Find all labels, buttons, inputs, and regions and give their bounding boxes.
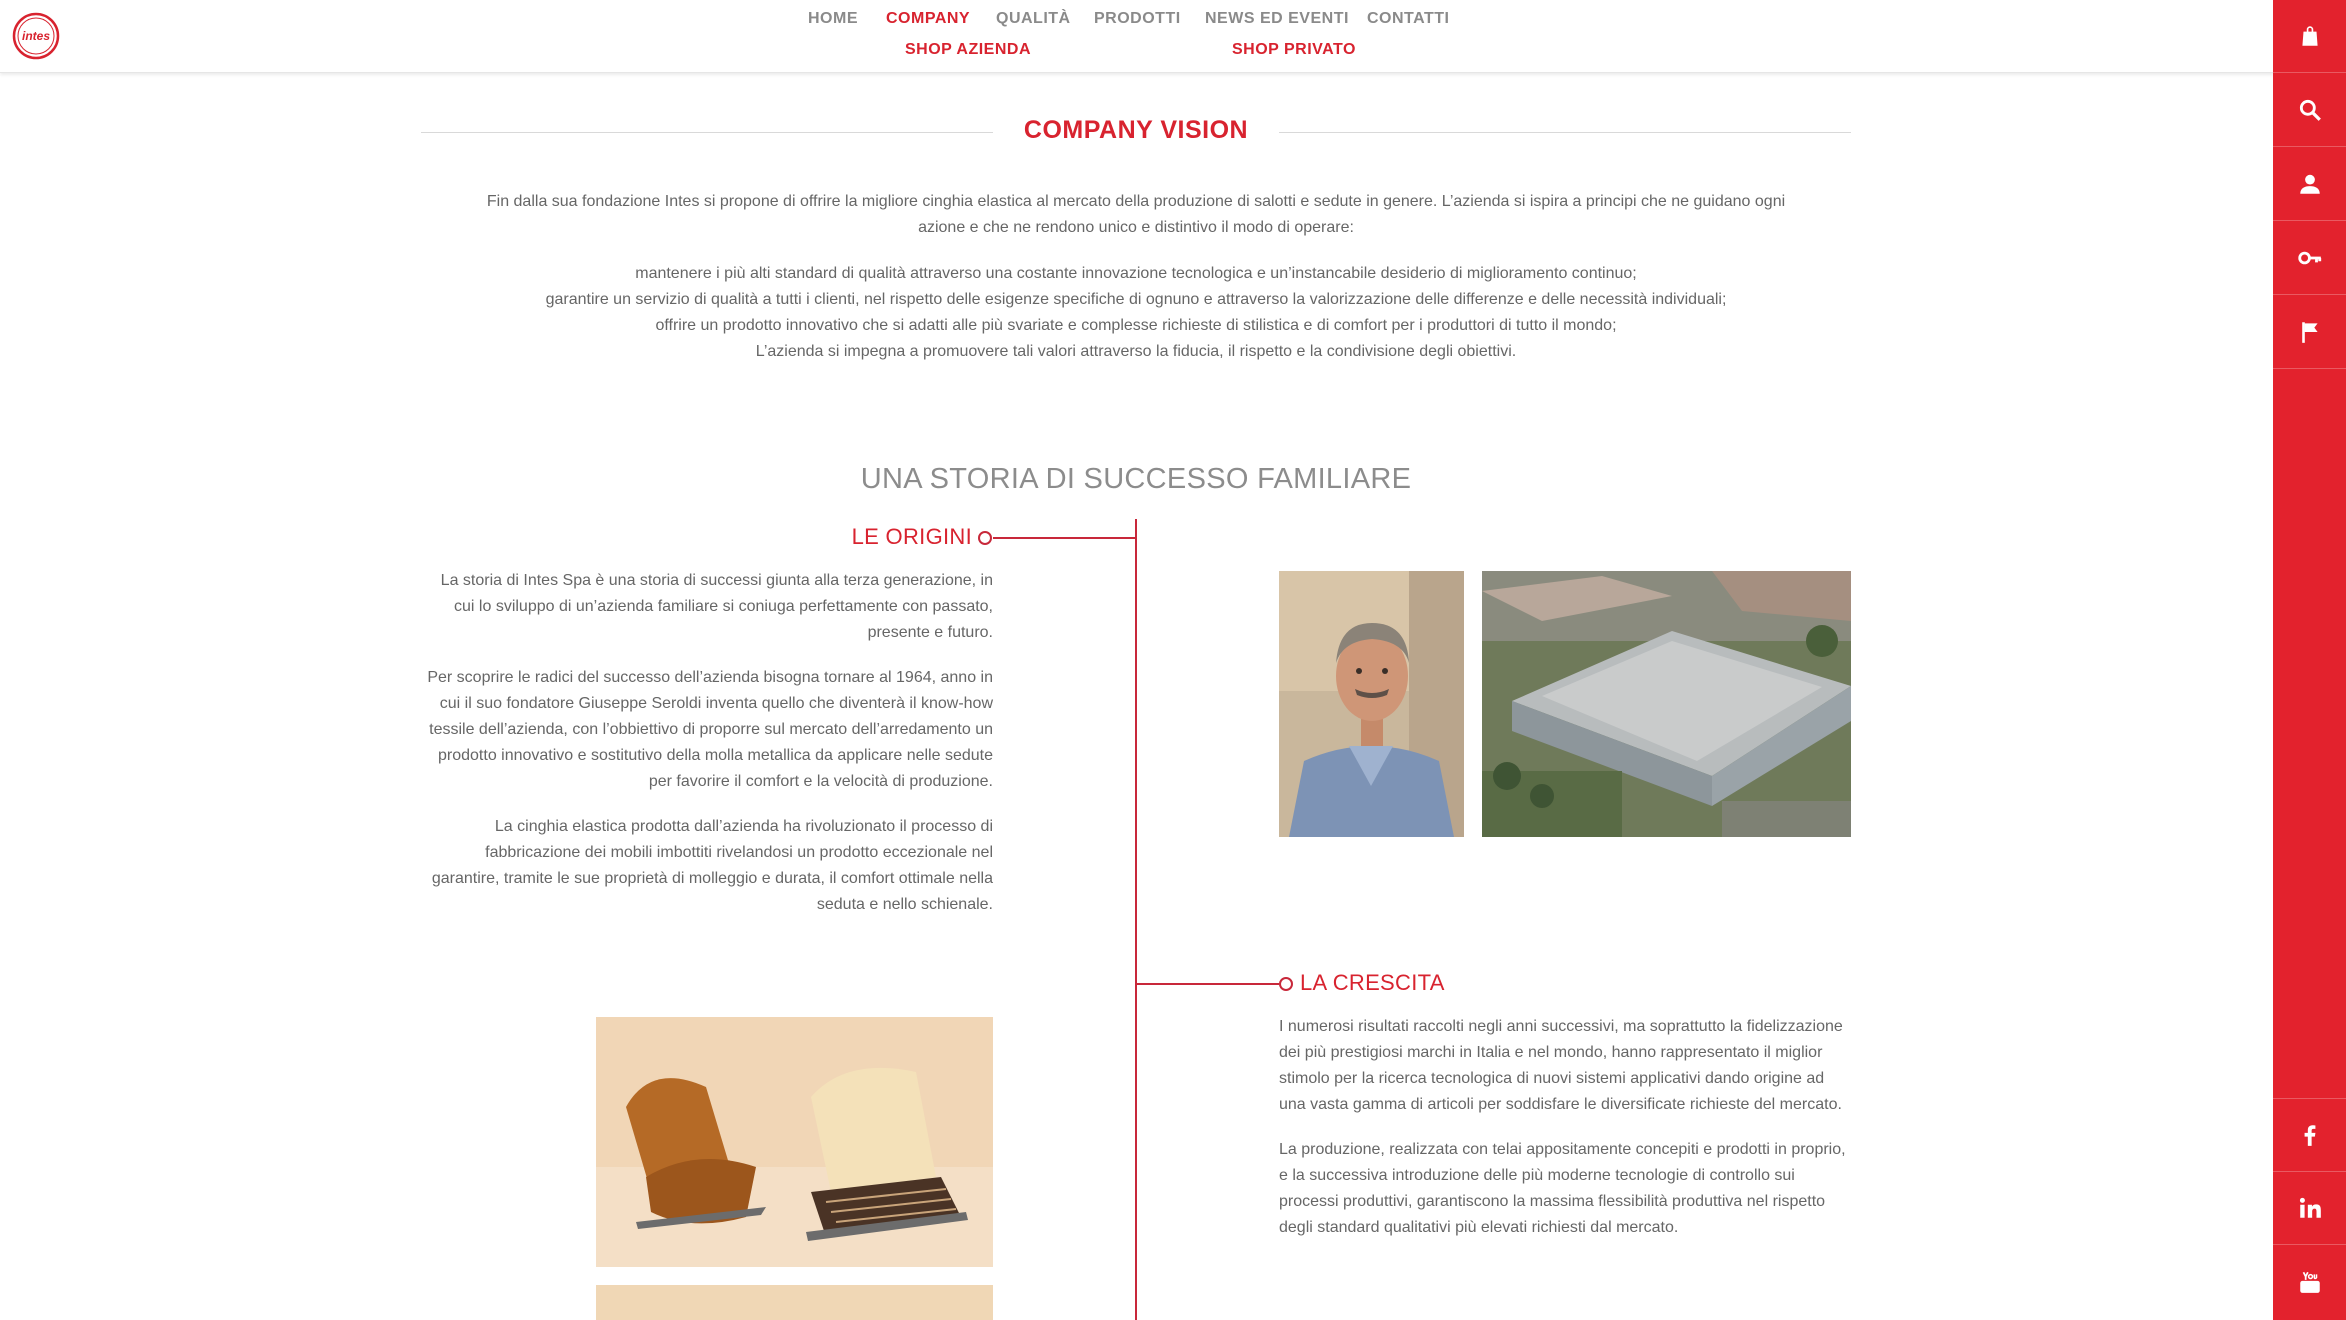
timeline-dot-origini — [978, 531, 992, 545]
nav-news-ed-eventi[interactable]: NEWS ED EVENTI — [1205, 10, 1349, 27]
founder-portrait-photo — [1279, 571, 1464, 837]
facebook-icon[interactable] — [2273, 1098, 2346, 1172]
nav-home[interactable]: HOME — [808, 10, 858, 27]
story-title: UNA STORIA DI SUCCESSO FAMILIARE — [860, 463, 1412, 495]
vision-point: L’azienda si impegna a promuovere tali valori attraverso la fiducia, il rispetto e la condivisione degli obiettivi. — [755, 343, 1517, 360]
page-title: COMPANY VISION — [1023, 116, 1249, 144]
armchairs-photo — [596, 1017, 993, 1267]
story-photo-partial — [596, 1285, 993, 1320]
nav-company[interactable]: COMPANY — [886, 10, 971, 27]
nav-qualita[interactable]: QUALITÀ — [996, 10, 1071, 27]
factory-aerial-photo — [1482, 571, 1851, 837]
origini-paragraph-3: La cinghia elastica prodotta dall’azienda ha rivoluzionato il processo di fabbricazione dei mobili imbottiti rivelandosi un prodotto eccezionale nel garantire, tramite le sue proprietà di molleggio e durata, il comfort ottimale nella seduta e nello schienale. — [431, 818, 993, 913]
vision-point: offrire un prodotto innovativo che si adatti alle più svariate e complesse richieste di stilistica e di comfort per i produttori di tutto il mondo; — [655, 317, 1617, 334]
timeline-line — [1135, 519, 1137, 1320]
origini-text — [421, 568, 993, 937]
nav-shop-azienda[interactable]: SHOP AZIENDA — [905, 41, 1032, 58]
key-icon[interactable] — [2273, 222, 2346, 295]
youtube-icon[interactable] — [2273, 1246, 2346, 1318]
crescita-text — [1279, 1014, 1851, 1260]
site-header — [0, 0, 2274, 73]
company-vision-header — [421, 112, 1851, 152]
vision-points — [421, 261, 1851, 365]
origini-paragraph-2: Per scoprire le radici del successo dell’azienda bisogna tornare al 1964, anno in cui il suo fondatore Giuseppe Seroldi inventa quello che diventerà il know-how tessile dell’azienda, con l’obbiettivo di proporre sul mercato dell’arredamento un prodotto innovativo e sostitutivo della molla metallica da applicare nelle sedute per favorire il comfort e la velocità di produzione. — [427, 669, 993, 790]
vision-intro-line-1: Fin dalla sua fondazione Intes si propone di offrire la migliore cinghia elastica al mercato della produzione di salotti e sedute in genere. L’azienda si ispira a principi che ne guidano ogni — [486, 193, 1786, 210]
shopping-bag-icon[interactable] — [2273, 0, 2346, 73]
shop-nav — [0, 41, 2274, 65]
main-nav — [0, 10, 2274, 40]
heading-le-origini: LE ORIGINI — [851, 524, 972, 549]
crescita-paragraph-2: La produzione, realizzata con telai appositamente concepiti e prodotti in proprio, e la successiva introduzione delle più moderne tecnologie di controllo sui processi produttivi, garantiscono la massima flessibilità produttiva nel rispetto degli standard qualitativi più elevati richiesti dal mercato. — [1279, 1141, 1846, 1236]
flag-icon[interactable] — [2273, 296, 2346, 369]
user-icon[interactable] — [2273, 148, 2346, 221]
nav-contatti[interactable]: CONTATTI — [1367, 10, 1450, 27]
right-sidebar — [2273, 0, 2346, 1320]
timeline-dot-crescita — [1279, 977, 1293, 991]
nav-shop-privato[interactable]: SHOP PRIVATO — [1232, 41, 1356, 58]
vision-intro — [421, 189, 1851, 241]
search-icon[interactable] — [2273, 74, 2346, 147]
timeline-branch-crescita — [1137, 983, 1279, 985]
vision-point: garantire un servizio di qualità a tutti i clienti, nel rispetto delle esigenze specifiche di ognuno e attraverso la valorizzazione delle differenze e delle necessità individuali; — [545, 291, 1727, 308]
linkedin-icon[interactable] — [2273, 1172, 2346, 1245]
vision-intro-line-2: azione e che ne rendono unico e distintivo il modo di operare: — [918, 219, 1354, 236]
heading-la-crescita: LA CRESCITA — [1300, 970, 1445, 995]
origini-paragraph-1: La storia di Intes Spa è una storia di successi giunta alla terza generazione, in cui lo sviluppo di un’azienda familiare si coniuga perfettamente con passato, presente e futuro. — [440, 572, 993, 641]
vision-point: mantenere i più alti standard di qualità attraverso una costante innovazione tecnologica e un’instancabile desiderio di miglioramento continuo; — [635, 265, 1637, 282]
timeline-branch-origini — [993, 537, 1135, 539]
nav-prodotti[interactable]: PRODOTTI — [1094, 10, 1181, 27]
crescita-paragraph-1: I numerosi risultati raccolti negli anni successivi, ma soprattutto la fidelizzazione dei più prestigiosi marchi in Italia e nel mondo, hanno rappresentato il miglior stimolo per la ricerca tecnologica di nuovi sistemi applicativi dando origine ad una vasta gamma di articoli per soddisfare le diversificate richieste del mercato. — [1279, 1018, 1843, 1113]
svg-text:intes: intes — [21, 29, 51, 43]
